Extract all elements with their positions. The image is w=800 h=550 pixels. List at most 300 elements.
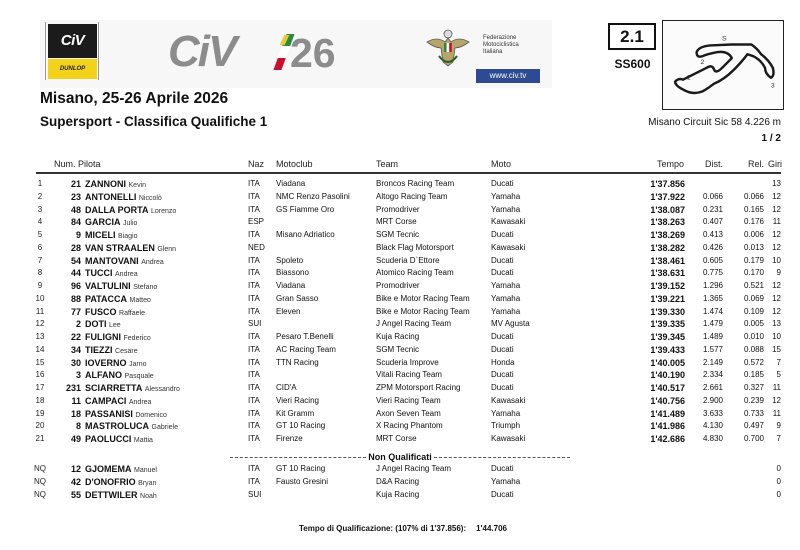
table-row	[0, 178, 800, 191]
lap-time-cell: 1'39.345	[650, 332, 685, 342]
team-cell: Axon Seven Team	[376, 408, 441, 418]
rider-name-cell	[85, 433, 153, 448]
laps-cell: 12	[772, 395, 781, 405]
laps-cell: 12	[772, 281, 781, 290]
position-cell: 15	[35, 357, 45, 367]
gap-cell: 1.365	[702, 293, 723, 303]
federation-logo-text: Federazione Motociclistica Italiana	[483, 35, 519, 55]
lap-time-cell: 1'39.433	[650, 344, 685, 355]
rider-first-name: Noah	[140, 492, 157, 500]
nationality-cell: ITA	[248, 395, 260, 405]
column-header-rel: Rel.	[747, 159, 764, 169]
team-cell: Kuja Racing	[376, 332, 420, 341]
column-header-dist: Dist.	[705, 159, 723, 169]
position-cell: 10	[35, 293, 45, 303]
rider-number-cell: 11	[71, 395, 81, 406]
rider-last-name: PATACCA	[85, 293, 127, 304]
motoclub-cell: Firenze	[276, 434, 303, 443]
nationality-cell: NED	[248, 242, 265, 252]
circuit-info: Misano Circuit Sic 58 4.226 m	[648, 117, 781, 128]
lap-time-cell: 1'42.686	[650, 434, 685, 444]
bike-cell: Ducati	[491, 489, 514, 499]
rider-last-name: DETTWILER	[85, 489, 138, 500]
nationality-cell: ITA	[248, 179, 260, 188]
position-cell: 9	[37, 281, 43, 290]
team-cell: Scuderia D`Ettore	[376, 255, 440, 265]
relative-gap-cell: 0.239	[743, 395, 764, 405]
nationality-cell: ITA	[248, 255, 260, 265]
gap-cell: 0.407	[702, 217, 723, 227]
table-row	[0, 433, 800, 446]
table-row	[0, 476, 800, 489]
bike-cell: MV Agusta	[491, 319, 530, 329]
rider-first-name: Stefano	[133, 284, 158, 291]
table-row	[0, 216, 800, 229]
rider-number-cell: 9	[75, 230, 81, 240]
dunlop-sponsor-text: DUNLOP	[48, 59, 97, 79]
non-qualified-label: Non Qualificati	[368, 452, 432, 462]
rider-last-name: PASSANISI	[85, 408, 133, 419]
lap-time-cell: 1'37.856	[650, 179, 685, 189]
nationality-cell: ITA	[248, 281, 260, 290]
laps-cell: 13	[772, 319, 781, 329]
nationality-cell: ITA	[248, 204, 260, 214]
team-cell: Kuja Racing	[376, 489, 420, 499]
gap-cell: 0.413	[702, 230, 723, 239]
rider-last-name: ANTONELLI	[85, 191, 137, 202]
team-cell: J Angel Racing Team	[376, 464, 452, 473]
bike-cell: Ducati	[491, 344, 514, 354]
position-cell: 14	[35, 344, 45, 354]
rider-last-name: GARCIA	[85, 217, 121, 228]
separator-dash-left	[230, 457, 366, 458]
rider-first-name: Mattia	[133, 437, 153, 444]
rider-last-name: FUSCO	[85, 306, 117, 317]
gap-cell: 1.489	[702, 332, 723, 341]
column-header-naz: Naz	[248, 159, 265, 169]
team-cell: J Angel Racing Team	[376, 319, 452, 329]
table-row	[0, 280, 800, 293]
laps-cell: 0	[776, 464, 781, 473]
gap-cell: 4.830	[702, 434, 723, 443]
relative-gap-cell: 0.179	[743, 255, 764, 265]
relative-gap-cell: 0.165	[743, 204, 764, 214]
bike-cell: Yamaha	[491, 293, 521, 303]
rider-last-name: IOVERNO	[85, 357, 127, 368]
table-row	[0, 255, 800, 268]
table-row	[0, 420, 800, 433]
relative-gap-cell: 0.013	[743, 242, 764, 252]
rider-last-name: MICELI	[85, 230, 116, 240]
table-row	[0, 395, 800, 408]
table-row	[0, 242, 800, 255]
motoclub-cell: AC Racing Team	[276, 344, 336, 354]
team-cell: SGM Tecnic	[376, 230, 419, 239]
nationality-cell: ESP	[248, 217, 265, 227]
nationality-cell: ITA	[248, 421, 260, 431]
rider-last-name: VAN STRAALEN	[85, 242, 155, 253]
team-cell: Bike e Motor Racing Team	[376, 306, 470, 316]
rider-number-cell: 2	[75, 319, 81, 330]
column-header-moto: Moto	[491, 159, 512, 169]
bike-cell: Kawasaki	[491, 242, 526, 252]
position-cell: 17	[35, 383, 45, 392]
position-cell: 4	[37, 217, 43, 227]
laps-cell: 11	[772, 408, 781, 418]
laps-cell: 0	[776, 476, 781, 486]
column-header-team: Team	[376, 159, 399, 169]
rider-number-cell: 88	[70, 293, 81, 304]
rider-name-cell	[85, 489, 157, 504]
rider-first-name: Niccolò	[138, 194, 162, 202]
laps-cell: 11	[772, 217, 781, 227]
motoclub-cell: Biassono	[276, 268, 309, 278]
team-cell: Bike e Motor Racing Team	[376, 293, 470, 303]
motoclub-cell: Spoleto	[276, 255, 304, 265]
motoclub-cell: Pesaro T.Benelli	[276, 332, 334, 341]
position-cell: NQ	[34, 464, 46, 473]
nationality-cell: ITA	[248, 268, 260, 278]
bike-cell: Triumph	[491, 421, 521, 431]
rider-last-name: SCIARRETTA	[85, 383, 143, 393]
team-cell: Altogo Racing Team	[376, 191, 448, 201]
lap-time-cell: 1'38.282	[650, 242, 685, 253]
rider-number-cell: 84	[70, 217, 81, 228]
table-row	[0, 293, 800, 306]
laps-cell: 12	[772, 204, 781, 214]
laps-cell: 5	[776, 370, 781, 380]
qualifying-time-label: Tempo di Qualificazione: (107% di 1'37.856):	[299, 524, 467, 533]
lap-time-cell: 1'39.330	[650, 306, 685, 317]
rider-first-name: Pasquale	[124, 373, 154, 381]
bike-cell: Ducati	[491, 230, 514, 239]
team-cell: SGM Tecnic	[376, 344, 419, 354]
rider-first-name: Bryan	[138, 479, 157, 487]
laps-cell: 12	[772, 242, 781, 252]
rider-last-name: TIEZZI	[85, 344, 113, 355]
table-row	[0, 463, 800, 476]
lap-time-cell: 1'38.269	[650, 230, 685, 240]
motoclub-cell: Gran Sasso	[276, 293, 319, 303]
rider-first-name: Andrea	[115, 271, 138, 279]
season-year-text: 26	[290, 30, 336, 76]
position-cell: 20	[35, 421, 45, 431]
bike-cell: Kawasaki	[491, 395, 526, 405]
rider-first-name: Lee	[109, 322, 121, 330]
rider-last-name: DOTI	[85, 319, 107, 330]
table-row	[0, 489, 800, 502]
gap-cell: 0.605	[702, 255, 723, 265]
gap-cell: 0.231	[702, 204, 723, 214]
motoclub-cell: Viadana	[276, 281, 306, 290]
rider-first-name: Manuel	[134, 467, 157, 474]
rider-number-cell: 44	[70, 268, 81, 279]
event-title: Misano, 25-26 Aprile 2026	[40, 90, 229, 107]
laps-cell: 0	[776, 489, 781, 499]
track-map-icon	[662, 20, 784, 110]
table-row	[0, 344, 800, 357]
lap-time-cell: 1'38.263	[650, 217, 685, 228]
rider-number-cell: 96	[70, 281, 81, 291]
lap-time-cell: 1'39.221	[650, 293, 685, 304]
rider-first-name: Lorenzo	[151, 207, 177, 215]
rider-first-name: Domenico	[135, 411, 167, 419]
relative-gap-cell: 0.006	[743, 230, 764, 239]
relative-gap-cell: 0.521	[743, 281, 764, 290]
bike-cell: Ducati	[491, 332, 514, 341]
rider-first-name: Raffaele	[119, 309, 145, 317]
separator-dash-right	[434, 457, 570, 458]
qualifying-time-value: 1'44.706	[476, 524, 507, 533]
nationality-cell: ITA	[248, 332, 260, 341]
relative-gap-cell: 0.170	[743, 268, 764, 278]
track-label-1: 1	[686, 74, 691, 82]
civ-main-logo	[168, 27, 236, 76]
session-title: Supersport - Classifica Qualifiche 1	[40, 114, 268, 129]
nationality-cell: ITA	[248, 464, 260, 473]
team-cell: D&A Racing	[376, 476, 420, 486]
non-qualified-separator	[230, 451, 570, 463]
table-row	[0, 382, 800, 395]
laps-cell: 12	[772, 191, 781, 201]
team-cell: ZPM Motorsport Racing	[376, 383, 461, 392]
season-year-logo	[290, 31, 336, 75]
rider-last-name: FULIGNI	[85, 332, 121, 342]
rider-number-cell: 21	[70, 179, 81, 189]
relative-gap-cell: 0.066	[743, 191, 764, 201]
gap-cell: 1.479	[702, 319, 723, 329]
motoclub-cell: Misano Adriatico	[276, 230, 335, 239]
rider-number-cell: 48	[70, 204, 81, 215]
category-label: SS600	[614, 57, 651, 71]
gap-cell: 1.296	[702, 281, 723, 290]
gap-cell: 0.426	[702, 242, 723, 252]
nationality-cell: ITA	[248, 344, 260, 354]
laps-cell: 15	[772, 344, 781, 354]
position-cell: 11	[35, 306, 45, 316]
position-cell: 3	[37, 204, 43, 214]
lap-time-cell: 1'38.631	[650, 268, 685, 279]
nationality-cell: ITA	[248, 370, 260, 380]
bike-cell: Ducati	[491, 383, 514, 392]
civ-main-logo-text: CiV	[168, 27, 236, 76]
rider-number-cell: 77	[70, 306, 81, 317]
nationality-cell: ITA	[248, 306, 260, 316]
position-cell: 21	[35, 434, 45, 443]
civ-dunlop-logo	[45, 22, 99, 80]
relative-gap-cell: 0.176	[743, 217, 764, 227]
rider-first-name: Matteo	[129, 296, 151, 304]
rider-first-name: Biagio	[118, 233, 138, 240]
rider-first-name: Glenn	[157, 245, 177, 253]
bike-cell: Ducati	[491, 464, 514, 473]
relative-gap-cell: 0.010	[743, 332, 764, 341]
rider-last-name: ALFANO	[85, 370, 122, 381]
team-cell: MRT Corse	[376, 434, 417, 443]
bike-cell: Yamaha	[491, 281, 521, 290]
nationality-cell: ITA	[248, 293, 260, 303]
qualifying-time-footer	[299, 524, 507, 533]
rider-number-cell: 55	[70, 489, 81, 500]
table-row	[0, 306, 800, 319]
gap-cell: 3.633	[702, 408, 723, 418]
website-link[interactable]: www.civ.tv	[476, 69, 540, 83]
team-cell: Vitali Racing Team	[376, 370, 442, 380]
bike-cell: Ducati	[491, 370, 514, 380]
nationality-cell: ITA	[248, 383, 260, 392]
rider-first-name: Alessandro	[144, 386, 180, 393]
rider-first-name: Cesare	[115, 347, 138, 355]
team-cell: Promodriver	[376, 204, 420, 214]
relative-gap-cell: 0.109	[743, 306, 764, 316]
motoclub-cell: Eleven	[276, 306, 301, 316]
lap-time-cell: 1'38.461	[650, 255, 685, 266]
rider-number-cell: 28	[70, 242, 81, 253]
laps-cell: 11	[772, 383, 781, 392]
motoclub-cell: Viadana	[276, 179, 306, 188]
rider-last-name: DALLA PORTA	[85, 204, 149, 215]
table-row	[0, 357, 800, 370]
motoclub-cell: GS Fiamme Oro	[276, 204, 335, 214]
table-row	[0, 229, 800, 242]
motoclub-cell: GT 10 Racing	[276, 421, 326, 431]
nationality-cell: ITA	[248, 357, 260, 367]
position-cell: 6	[37, 242, 43, 252]
track-label-3: 3	[770, 82, 775, 90]
team-cell: MRT Corse	[376, 217, 417, 227]
position-cell: 16	[35, 370, 45, 380]
rider-first-name: Gabriele	[151, 424, 178, 432]
relative-gap-cell: 0.327	[743, 383, 764, 392]
position-cell: 19	[35, 408, 45, 418]
team-cell: Atomico Racing Team	[376, 268, 454, 278]
motoclub-cell: NMC Renzo Pasolini	[276, 191, 350, 201]
rider-first-name: Julio	[123, 220, 138, 228]
laps-cell: 12	[772, 293, 781, 303]
laps-cell: 9	[776, 421, 781, 431]
bike-cell: Yamaha	[491, 306, 521, 316]
motoclub-cell: CID'A	[276, 383, 297, 392]
position-cell: 7	[37, 255, 43, 265]
lap-time-cell: 1'41.986	[650, 421, 685, 432]
position-cell: 13	[35, 332, 45, 341]
rider-number-cell: 3	[75, 370, 81, 381]
rider-last-name: VALTULINI	[85, 281, 131, 291]
bike-cell: Ducati	[491, 255, 514, 265]
lap-time-cell: 1'39.152	[650, 281, 685, 291]
session-code: 2.1	[608, 23, 656, 50]
rider-last-name: GJOMEMA	[85, 464, 132, 474]
bike-cell: Yamaha	[491, 408, 521, 418]
column-header-tempo: Tempo	[656, 159, 684, 169]
nationality-cell: SUI	[248, 489, 262, 499]
rider-last-name: PAOLUCCI	[85, 434, 132, 444]
motoclub-cell: Fausto Gresini	[276, 476, 329, 486]
team-cell: X Racing Phantom	[376, 421, 443, 431]
position-cell: 5	[37, 230, 43, 239]
nationality-cell: ITA	[248, 476, 260, 486]
rider-first-name: Federico	[123, 335, 151, 342]
rider-number-cell: 18	[70, 408, 81, 419]
relative-gap-cell: 0.088	[743, 344, 764, 354]
laps-cell: 13	[772, 179, 781, 188]
rider-number-cell: 42	[70, 476, 81, 487]
laps-cell: 10	[772, 255, 781, 265]
position-cell: NQ	[34, 476, 46, 486]
nationality-cell: ITA	[248, 434, 260, 443]
gap-cell: 2.661	[702, 383, 723, 392]
laps-cell: 10	[772, 332, 781, 341]
team-cell: Vieri Racing Team	[376, 395, 441, 405]
nationality-cell: SUI	[248, 319, 262, 329]
gap-cell: 2.149	[702, 357, 723, 367]
motoclub-cell: Kit Gramm	[276, 408, 315, 418]
bike-cell: Yamaha	[491, 204, 521, 214]
page-number: 1 / 2	[761, 133, 781, 144]
position-cell: 12	[35, 319, 45, 329]
column-header-giri: Giri	[768, 159, 782, 169]
lap-time-cell: 1'37.922	[650, 191, 685, 202]
column-header-motoclub: Motoclub	[276, 159, 313, 169]
rider-number-cell: 34	[70, 344, 81, 355]
position-cell: 2	[37, 191, 43, 201]
motoclub-cell: TTN Racing	[276, 357, 319, 367]
bike-cell: Kawasaki	[491, 217, 526, 227]
relative-gap-cell: 0.185	[743, 370, 764, 380]
gap-cell: 2.334	[702, 370, 723, 380]
lap-time-cell: 1'40.005	[650, 357, 685, 368]
rider-number-cell: 23	[70, 191, 81, 202]
header-rule	[36, 172, 781, 174]
bike-cell: Yamaha	[491, 476, 521, 486]
motoclub-cell: GT 10 Racing	[276, 464, 326, 473]
rider-first-name: Jarno	[129, 360, 147, 368]
laps-cell: 9	[776, 268, 781, 278]
position-cell: 8	[37, 268, 43, 278]
lap-time-cell: 1'40.756	[650, 395, 685, 406]
rider-first-name: Andrea	[141, 258, 164, 266]
rider-last-name: TUCCI	[85, 268, 113, 279]
rider-first-name: Kevin	[128, 182, 147, 189]
laps-cell: 7	[776, 357, 781, 367]
lap-time-cell: 1'40.190	[650, 370, 685, 381]
gap-cell: 0.775	[702, 268, 723, 278]
track-label-2: 2	[700, 59, 705, 67]
relative-gap-cell: 0.005	[743, 319, 764, 329]
relative-gap-cell: 0.572	[743, 357, 764, 367]
rider-number-cell: 49	[70, 434, 81, 444]
rider-last-name: MASTROLUCA	[85, 421, 149, 432]
position-cell: 1	[37, 179, 43, 188]
rider-number-cell: 8	[75, 421, 81, 432]
rider-first-name: Andrea	[128, 398, 152, 406]
lap-time-cell: 1'40.517	[650, 383, 685, 393]
lap-time-cell: 1'41.489	[650, 408, 685, 419]
gap-cell: 4.130	[702, 421, 723, 431]
bike-cell: Kawasaki	[491, 434, 526, 443]
rider-number-cell: 54	[70, 255, 81, 266]
nationality-cell: ITA	[248, 191, 260, 201]
nationality-cell: ITA	[248, 230, 260, 239]
lap-time-cell: 1'39.335	[650, 319, 685, 330]
rider-last-name: CAMPACI	[85, 395, 127, 406]
gap-cell: 1.577	[702, 344, 723, 354]
rider-number-cell: 30	[70, 357, 81, 368]
laps-cell: 12	[772, 306, 781, 316]
civ-badge-text: CiV	[48, 24, 97, 58]
relative-gap-cell: 0.069	[743, 293, 764, 303]
team-cell: Broncos Racing Team	[376, 179, 455, 188]
